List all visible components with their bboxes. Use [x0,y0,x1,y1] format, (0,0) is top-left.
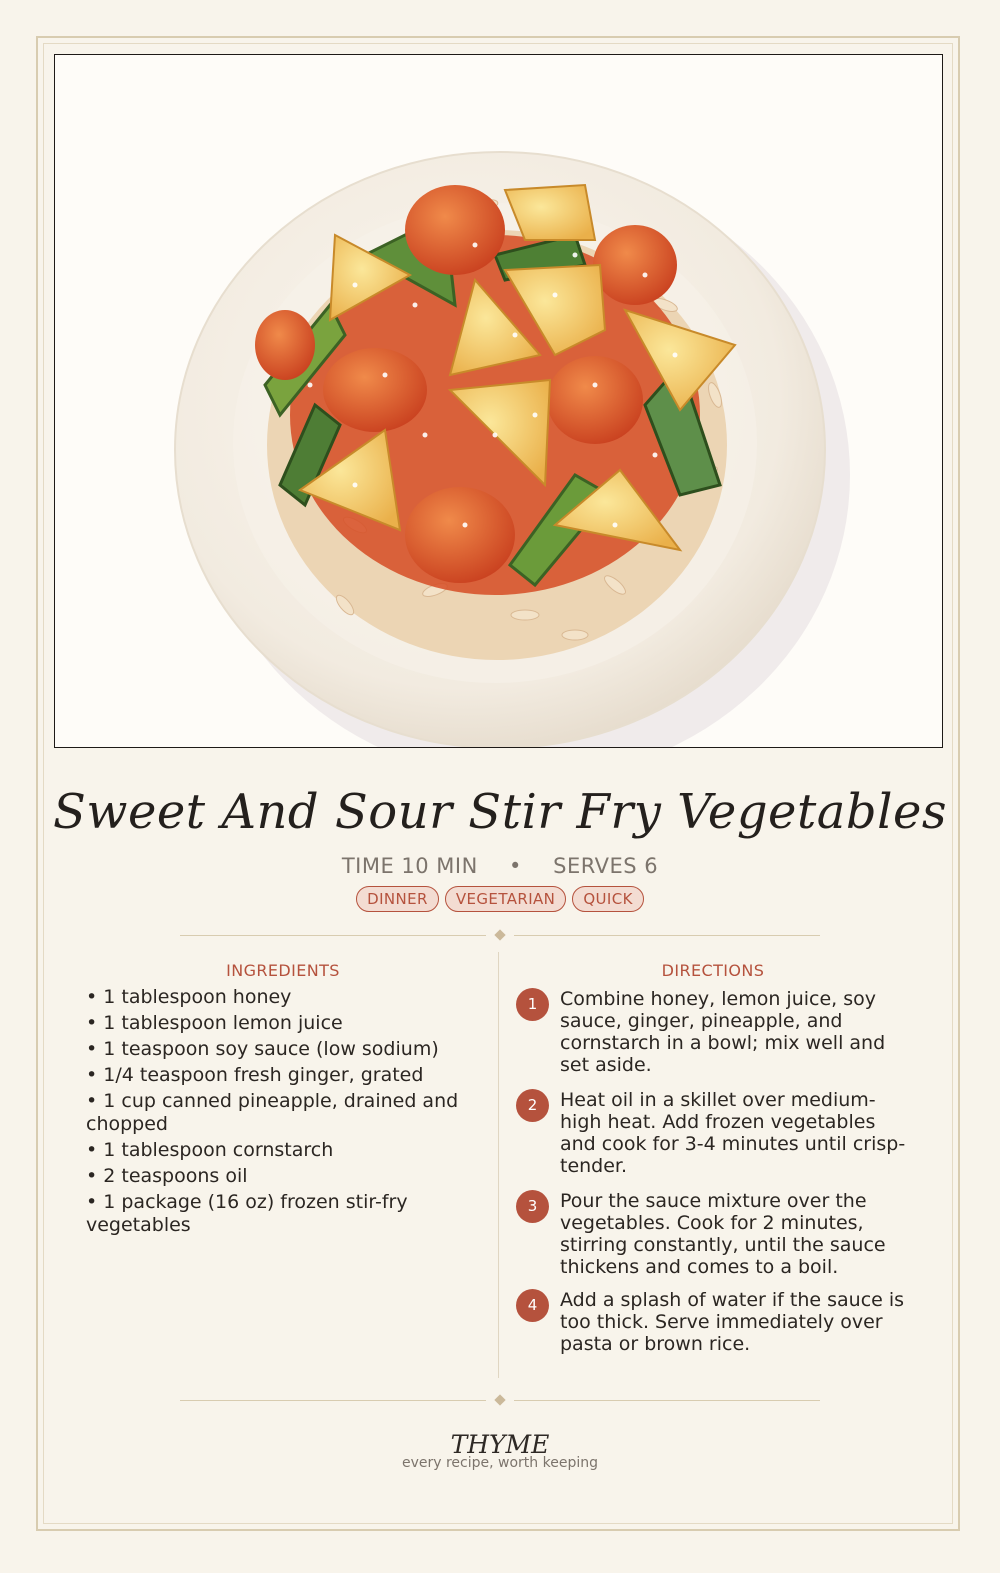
step-number: 3 [516,1190,549,1223]
ingredients-list [86,986,466,1240]
list-item: • 1 teaspoon soy sauce (low sodium) [86,1038,439,1060]
step-number: 4 [516,1289,549,1322]
step-number: 2 [516,1089,549,1122]
list-item: • 1 tablespoon lemon juice [86,1012,343,1034]
tag-vegetarian: VEGETARIAN [445,886,566,912]
step-text: Pour the sauce mixture over the vegetables. Cook for 2 minutes, stirring constantly, until the sauce thickens and comes to a boil. [560,1190,886,1278]
list-item: • 2 teaspoons oil [86,1165,248,1187]
recipe-tags [0,886,1000,912]
step-text: Combine honey, lemon juice, soy sauce, ginger, pineapple, and cornstarch in a bowl; mix well and set aside. [560,988,886,1076]
recipe-time: TIME 10 MIN [341,854,478,878]
column-divider [498,952,499,1378]
list-item: • 1 tablespoon cornstarch [86,1139,334,1161]
directions-list [516,988,916,1366]
direction-step [516,1089,916,1179]
meta-separator: • [509,854,522,878]
list-item: • 1 cup canned pineapple, drained and chopped [86,1090,459,1135]
plate-of-stir-fry-icon [55,55,942,747]
brand-tagline: every recipe, worth keeping [401,1455,598,1471]
divider-bottom [180,1400,820,1401]
recipe-photo [54,54,943,748]
list-item: • 1 package (16 oz) frozen stir-fry vegetables [86,1191,408,1236]
recipe-serves: SERVES 6 [553,854,659,878]
ingredients-heading: INGREDIENTS [226,961,340,980]
direction-step [516,988,916,1078]
brand-name: THYME [450,1430,550,1459]
direction-step [516,1289,916,1355]
recipe-title: Sweet And Sour Stir Fry Vegetables [53,784,947,840]
list-item: • 1/4 teaspoon fresh ginger, grated [86,1064,424,1086]
step-number: 1 [516,988,549,1021]
recipe-meta [0,854,1000,878]
tag-quick: QUICK [572,886,644,912]
step-text: Heat oil in a skillet over medium-high heat. Add frozen vegetables and cook for 3-4 minutes until crisp-tender. [560,1089,906,1177]
step-text: Add a splash of water if the sauce is too thick. Serve immediately over pasta or brown rice. [560,1289,905,1355]
divider-top [180,935,820,936]
directions-heading: DIRECTIONS [661,961,765,980]
list-item: • 1 tablespoon honey [86,986,292,1008]
direction-step [516,1190,916,1278]
tag-dinner: DINNER [356,886,439,912]
